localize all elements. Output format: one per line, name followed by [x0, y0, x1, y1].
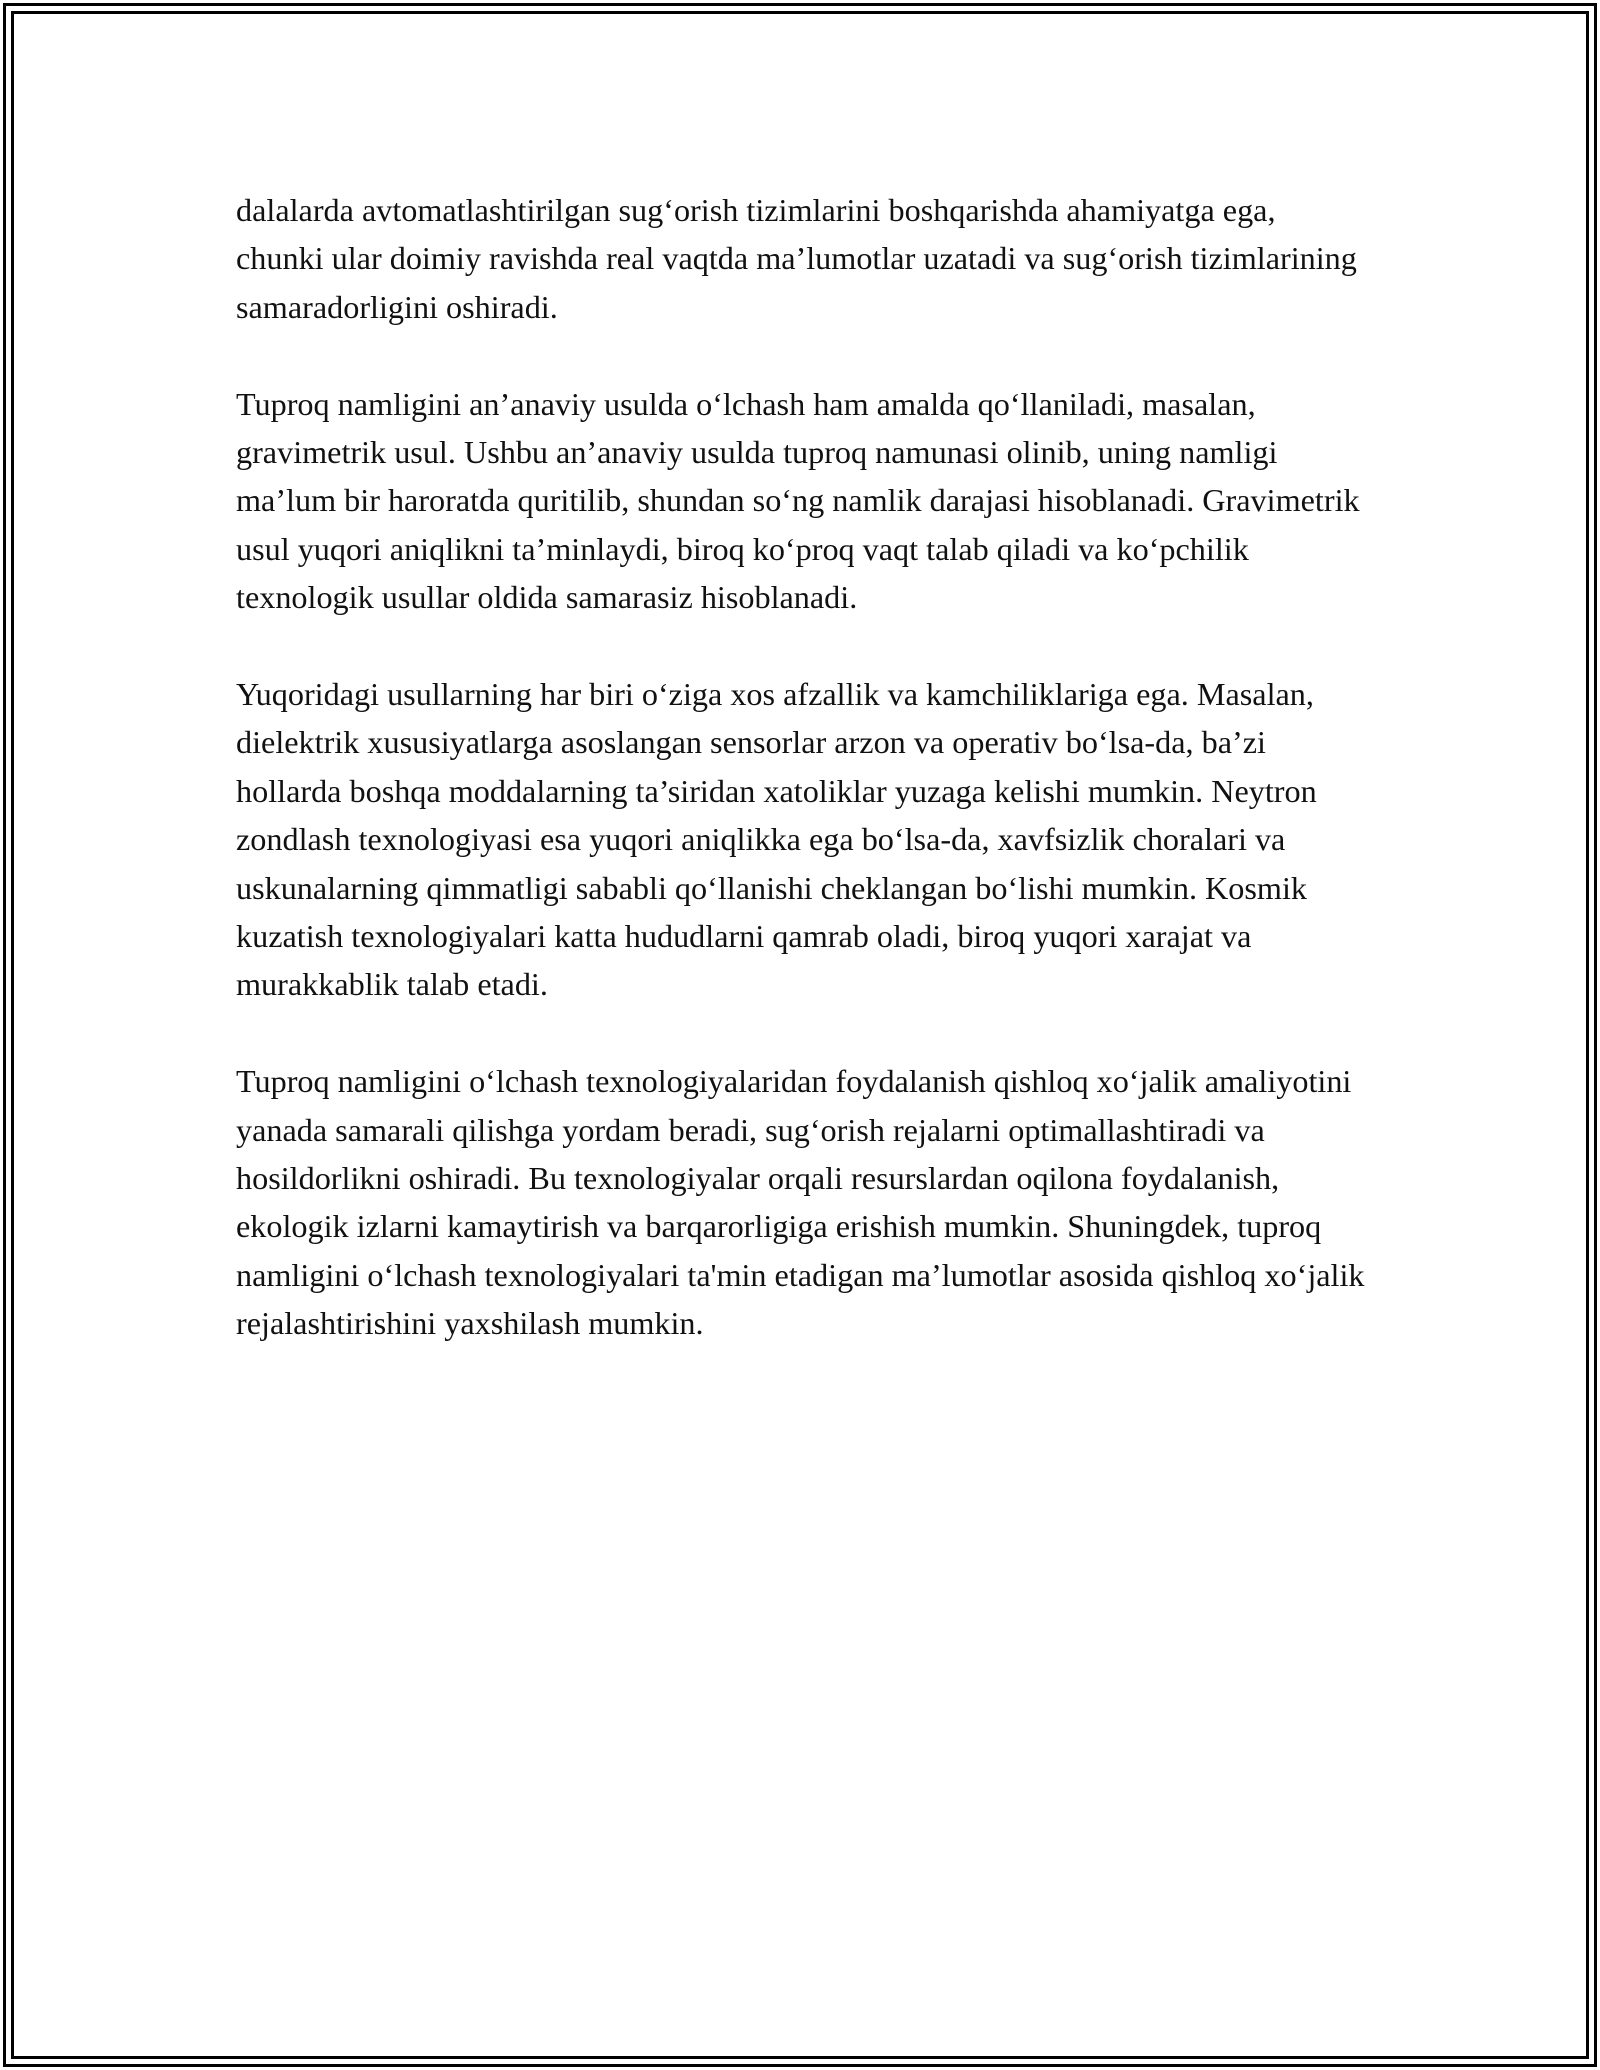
paragraph-2: Tuproq namligini an’anaviy usulda o‘lchash ham amalda qo‘llaniladi, masalan, gravimetrik usul. Ushbu an’anaviy usulda tuproq namunasi olinib, uning namligi ma’lum bir haroratda quritilib, shundan so‘ng namlik darajasi hisoblanadi. Gravimetrik usul yuqori aniqlikni ta’minlaydi, biroq ko‘proq vaqt talab qiladi va ko‘pchilik texnologik usullar oldida samarasiz hisoblanadi. [236, 385, 1360, 616]
paragraph-3: Yuqoridagi usullarning har biri o‘ziga xos afzallik va kamchiliklariga ega. Masalan, dielektrik xususiyatlarga asoslangan sensorlar arzon va operativ bo‘lsa-da, ba’zi hollarda boshqa moddalarning ta’siridan xatoliklar yuzaga kelishi mumkin. Neytron zondlash texnologiyasi esa yuqori aniqlikka ega bo‘lsa-da, xavfsizlik choralari va uskunalarning qimmatligi sababli qo‘llanishi cheklangan bo‘lishi mumkin. Kosmik kuzatish texnologiyalari katta hududlarni qamrab oladi, biroq yuqori xarajat va murakkablik talab etadi. [236, 676, 1317, 1003]
paragraph-1: dalalarda avtomatlashtirilgan sug‘orish tizimlarini boshqarishda ahamiyatga ega, chunki ular doimiy ravishda real vaqtda ma’lumotlar uzatadi va sug‘orish tizimlarining samaradorligini oshiradi. [236, 192, 1357, 325]
document-body [236, 186, 1366, 1396]
paragraph-4: Tuproq namligini o‘lchash texnologiyalaridan foydalanish qishloq xo‘jalik amaliyotini yanada samarali qilishga yordam beradi, sug‘orish rejalarni optimallashtiradi va hosildorlikni oshiradi. Bu texnologiyalar orqali resurslardan oqilona foydalanish, ekologik izlarni kamaytirish va barqarorligiga erishish mumkin. Shuningdek, tuproq namligini o‘lchash texnologiyalari ta'min etadigan ma’lumotlar asosida qishloq xo‘jalik rejalashtirishini yaxshilash mumkin. [236, 1063, 1365, 1342]
